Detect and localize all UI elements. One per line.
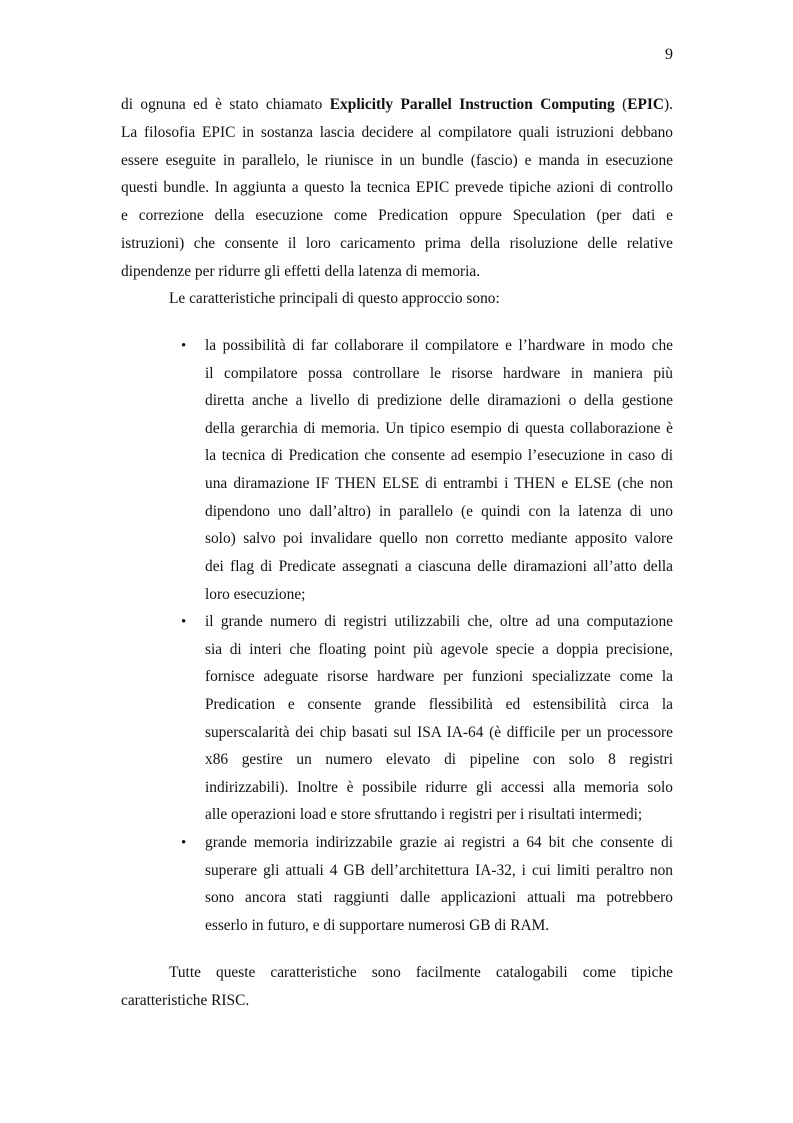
list-item-line: Predication e consente grande flessibilità ed estensibilità circa la <box>205 696 673 713</box>
epic-term: Explicitly Parallel Instruction Computing <box>329 96 615 113</box>
list-item-line: dei flag di Predicate assegnati a ciascuna delle diramazioni all’atto della <box>205 558 673 575</box>
list-item-line: diretta anche a livello di predizione delle diramazioni o della gestione <box>205 392 673 409</box>
list-item-line: la possibilità di far collaborare il compilatore e l’hardware in modo che <box>205 337 673 354</box>
list-item-line: superare gli attuali 4 GB dell’architettura IA-32, i cui limiti peraltro non <box>205 862 673 879</box>
closing-line: Tutte queste caratteristiche sono facilmente catalogabili come tipiche <box>169 964 673 981</box>
bullet-icon: • <box>181 614 187 630</box>
paragraph-1-line: istruzioni) che consente il loro caricamento prima della risoluzione delle relative <box>121 235 673 252</box>
list-item-line: superscalarità dei chip basati sul ISA IA-64 (è difficile per un processore <box>205 724 673 741</box>
bullet-icon: • <box>181 338 187 354</box>
list-item-line: una diramazione IF THEN ELSE di entrambi i THEN e ELSE (che non <box>205 475 673 492</box>
list-item-line: loro esecuzione; <box>205 586 306 603</box>
list-item-line: alle operazioni load e store sfruttando i registri per i risultati intermedi; <box>205 806 643 823</box>
list-item-line: indirizzabili). Inoltre è possibile ridurre gli accessi alla memoria solo <box>205 779 673 796</box>
intro-line: Le caratteristiche principali di questo approccio sono: <box>169 290 500 307</box>
list-item-line: sono ancora stati raggiunti dalle applicazioni attuali ma potrebbero <box>205 889 673 906</box>
bullet-icon: • <box>181 835 187 851</box>
paragraph-1-line: dipendenze per ridurre gli effetti della latenza di memoria. <box>121 263 481 280</box>
closing-line: caratteristiche RISC. <box>121 992 250 1009</box>
list-item-line: il grande numero di registri utilizzabili che, oltre ad una computazione <box>205 613 673 630</box>
paragraph-1-line: questi bundle. In aggiunta a questo la tecnica EPIC prevede tipiche azioni di controllo <box>121 179 673 196</box>
list-item-line: esserlo in futuro, e di supportare numerosi GB di RAM. <box>205 917 550 934</box>
page-number: 9 <box>665 46 673 63</box>
epic-acronym: EPIC <box>627 96 664 113</box>
paragraph-1-line: e correzione della esecuzione come Predication oppure Speculation (per dati e <box>121 207 673 224</box>
paragraph-1-line-1: di ognuna ed è stato chiamato Explicitly Parallel Instruction Computing (EPIC). <box>121 96 673 113</box>
list-item-line: x86 gestire un numero elevato di pipeline con solo 8 registri <box>205 751 673 768</box>
list-item-line: dipendono uno dall’altro) in parallelo (e quindi con la latenza di uno <box>205 503 673 520</box>
list-item-line: il compilatore possa controllare le risorse hardware in maniera più <box>205 365 673 382</box>
list-item-line: della gerarchia di memoria. Un tipico esempio di questa collaborazione è <box>205 420 673 437</box>
list-item-line: fornisce adeguate risorse hardware per funzioni specializzate come la <box>205 668 673 685</box>
list-item-line: la tecnica di Predication che consente ad esempio l’esecuzione in caso di <box>205 447 673 464</box>
paragraph-1-line: essere eseguite in parallelo, le riunisce in un bundle (fascio) e manda in esecuzione <box>121 152 673 169</box>
list-item-line: grande memoria indirizzabile grazie ai registri a 64 bit che consente di <box>205 834 673 851</box>
list-item-line: solo) salvo poi invalidare quello non corretto mediante apposito valore <box>205 530 673 547</box>
list-item-line: sia di interi che floating point più agevole specie a doppia precisione, <box>205 641 673 658</box>
paragraph-1-line: La filosofia EPIC in sostanza lascia decidere al compilatore quali istruzioni debbano <box>121 124 673 141</box>
